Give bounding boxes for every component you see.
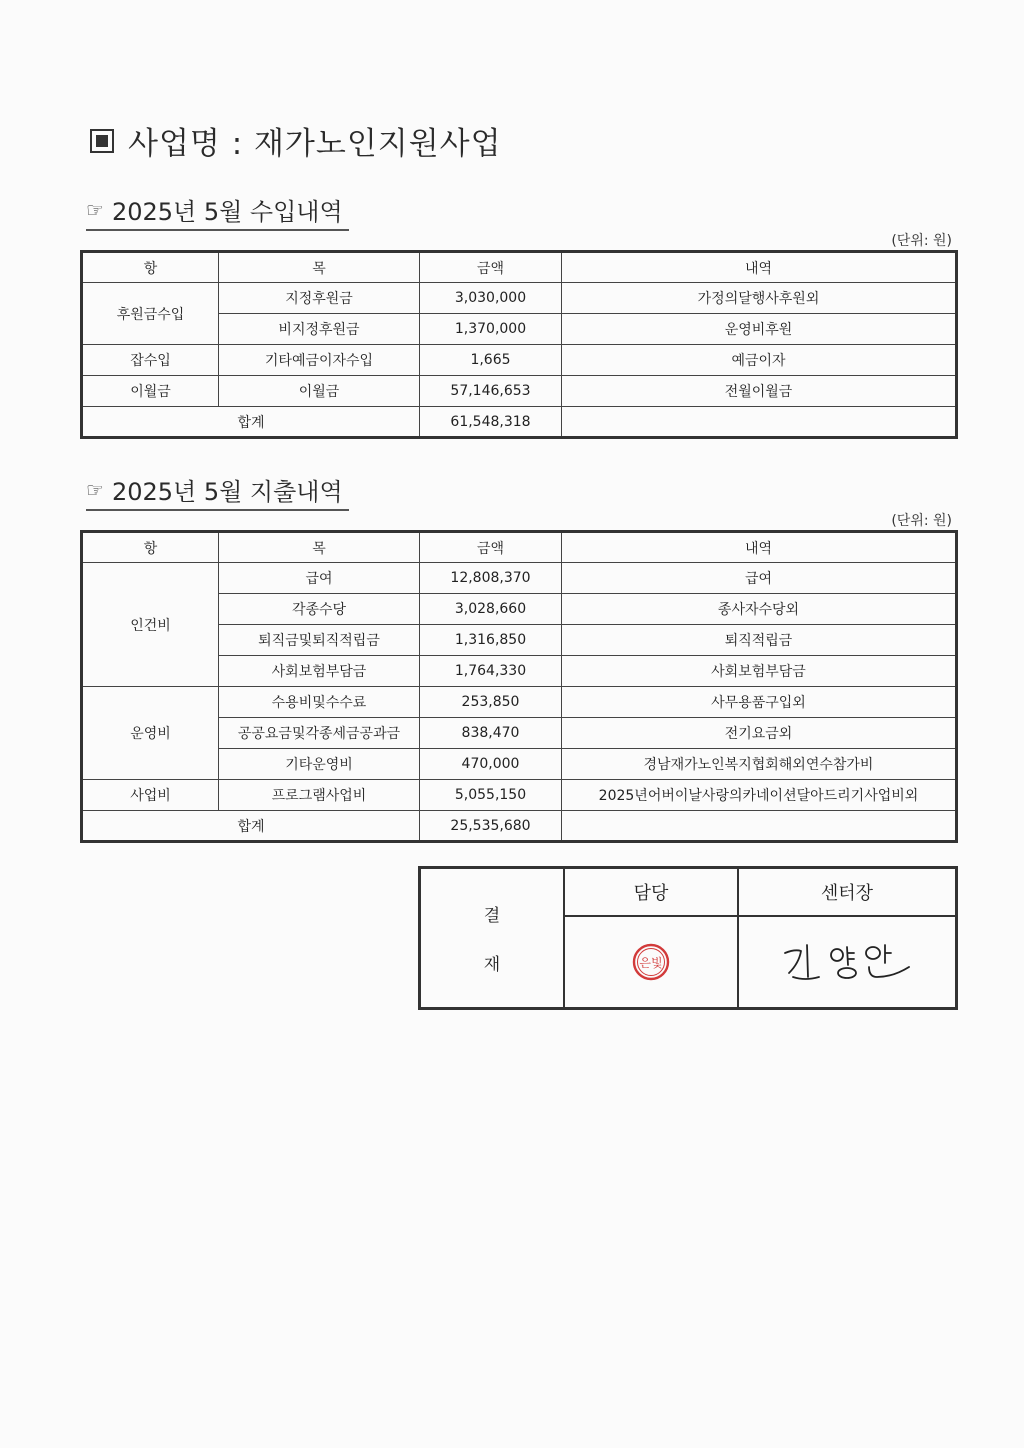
income-unit: (단위: 원) (891, 233, 952, 249)
mok-cell: 사회보험부담금 (219, 656, 420, 687)
director-signature-cell (737, 915, 955, 1007)
amount-cell: 470,000 (420, 749, 562, 780)
detail-cell: 종사자수당외 (562, 594, 957, 625)
amount-cell: 3,030,000 (420, 283, 562, 314)
approval-col-staff: 담당 (563, 869, 737, 915)
square-bullet-icon (90, 129, 114, 153)
detail-cell: 전기요금외 (562, 718, 957, 749)
mok-cell: 공공요금및각종세금공과금 (219, 718, 420, 749)
table-row (82, 283, 957, 314)
pointing-hand-icon: ☞ (86, 197, 104, 222)
hang-cell: 후원금수입 (82, 283, 219, 345)
approval-box (418, 866, 958, 1010)
seal-stamp-icon (629, 940, 673, 984)
column-header: 항 (82, 532, 219, 563)
table-row (82, 780, 957, 811)
approval-label-bottom: 재 (483, 955, 501, 975)
expense-heading (86, 472, 349, 511)
detail-cell: 2025년어버이날사랑의카네이션달아드리기사업비외 (562, 780, 957, 811)
hang-cell: 이월금 (82, 376, 219, 407)
approval-label (421, 869, 563, 1007)
amount-cell: 1,665 (420, 345, 562, 376)
amount-cell: 838,470 (420, 718, 562, 749)
column-header: 내역 (562, 252, 957, 283)
mok-cell: 프로그램사업비 (219, 780, 420, 811)
expense-table (80, 530, 958, 843)
detail-cell: 예금이자 (562, 345, 957, 376)
mok-cell: 급여 (219, 563, 420, 594)
income-heading-text: 2025년 5월 수입내역 (111, 198, 343, 226)
column-header: 목 (219, 252, 420, 283)
column-header: 목 (219, 532, 420, 563)
approval-col-director: 센터장 (737, 869, 955, 915)
total-row (82, 811, 957, 842)
pointing-hand-icon: ☞ (86, 477, 104, 502)
hang-cell: 사업비 (82, 780, 219, 811)
page-title-text: 사업명 : 재가노인지원사업 (128, 126, 502, 162)
total-row (82, 407, 957, 438)
income-heading (86, 192, 349, 231)
hang-cell: 잡수입 (82, 345, 219, 376)
detail-cell: 급여 (562, 563, 957, 594)
mok-cell: 비지정후원금 (219, 314, 420, 345)
header-row (82, 532, 957, 563)
amount-cell: 1,764,330 (420, 656, 562, 687)
mok-cell: 퇴직금및퇴직적립금 (219, 625, 420, 656)
hang-cell: 운영비 (82, 687, 219, 780)
detail-cell: 경남재가노인복지협회해외연수참가비 (562, 749, 957, 780)
mok-cell: 수용비및수수료 (219, 687, 420, 718)
table-row (82, 345, 957, 376)
column-header: 금액 (420, 252, 562, 283)
approval-label-top: 결 (483, 906, 501, 926)
amount-cell: 3,028,660 (420, 594, 562, 625)
column-header: 내역 (562, 532, 957, 563)
amount-cell: 253,850 (420, 687, 562, 718)
page-title (90, 118, 502, 163)
amount-cell: 1,316,850 (420, 625, 562, 656)
mok-cell: 각종수당 (219, 594, 420, 625)
total-detail-empty (562, 811, 957, 842)
total-label: 합계 (82, 407, 420, 438)
table-row (82, 376, 957, 407)
expense-unit: (단위: 원) (891, 513, 952, 529)
hang-cell: 인건비 (82, 563, 219, 687)
income-table (80, 250, 958, 439)
staff-stamp-cell (563, 915, 737, 1007)
expense-heading-text: 2025년 5월 지출내역 (111, 478, 343, 506)
total-label: 합계 (82, 811, 420, 842)
detail-cell: 가정의달행사후원외 (562, 283, 957, 314)
table-row (82, 687, 957, 718)
total-amount: 61,548,318 (420, 407, 562, 438)
column-header: 항 (82, 252, 219, 283)
mok-cell: 이월금 (219, 376, 420, 407)
mok-cell: 기타운영비 (219, 749, 420, 780)
mok-cell: 지정후원금 (219, 283, 420, 314)
seal-stamp-text: 은빛 (639, 956, 663, 970)
total-detail-empty (562, 407, 957, 438)
detail-cell: 운영비후원 (562, 314, 957, 345)
director-signature (777, 937, 917, 987)
amount-cell: 1,370,000 (420, 314, 562, 345)
total-amount: 25,535,680 (420, 811, 562, 842)
header-row (82, 252, 957, 283)
mok-cell: 기타예금이자수입 (219, 345, 420, 376)
amount-cell: 5,055,150 (420, 780, 562, 811)
detail-cell: 사회보험부담금 (562, 656, 957, 687)
table-row (82, 563, 957, 594)
amount-cell: 12,808,370 (420, 563, 562, 594)
detail-cell: 퇴직적립금 (562, 625, 957, 656)
column-header: 금액 (420, 532, 562, 563)
amount-cell: 57,146,653 (420, 376, 562, 407)
detail-cell: 전월이월금 (562, 376, 957, 407)
detail-cell: 사무용품구입외 (562, 687, 957, 718)
